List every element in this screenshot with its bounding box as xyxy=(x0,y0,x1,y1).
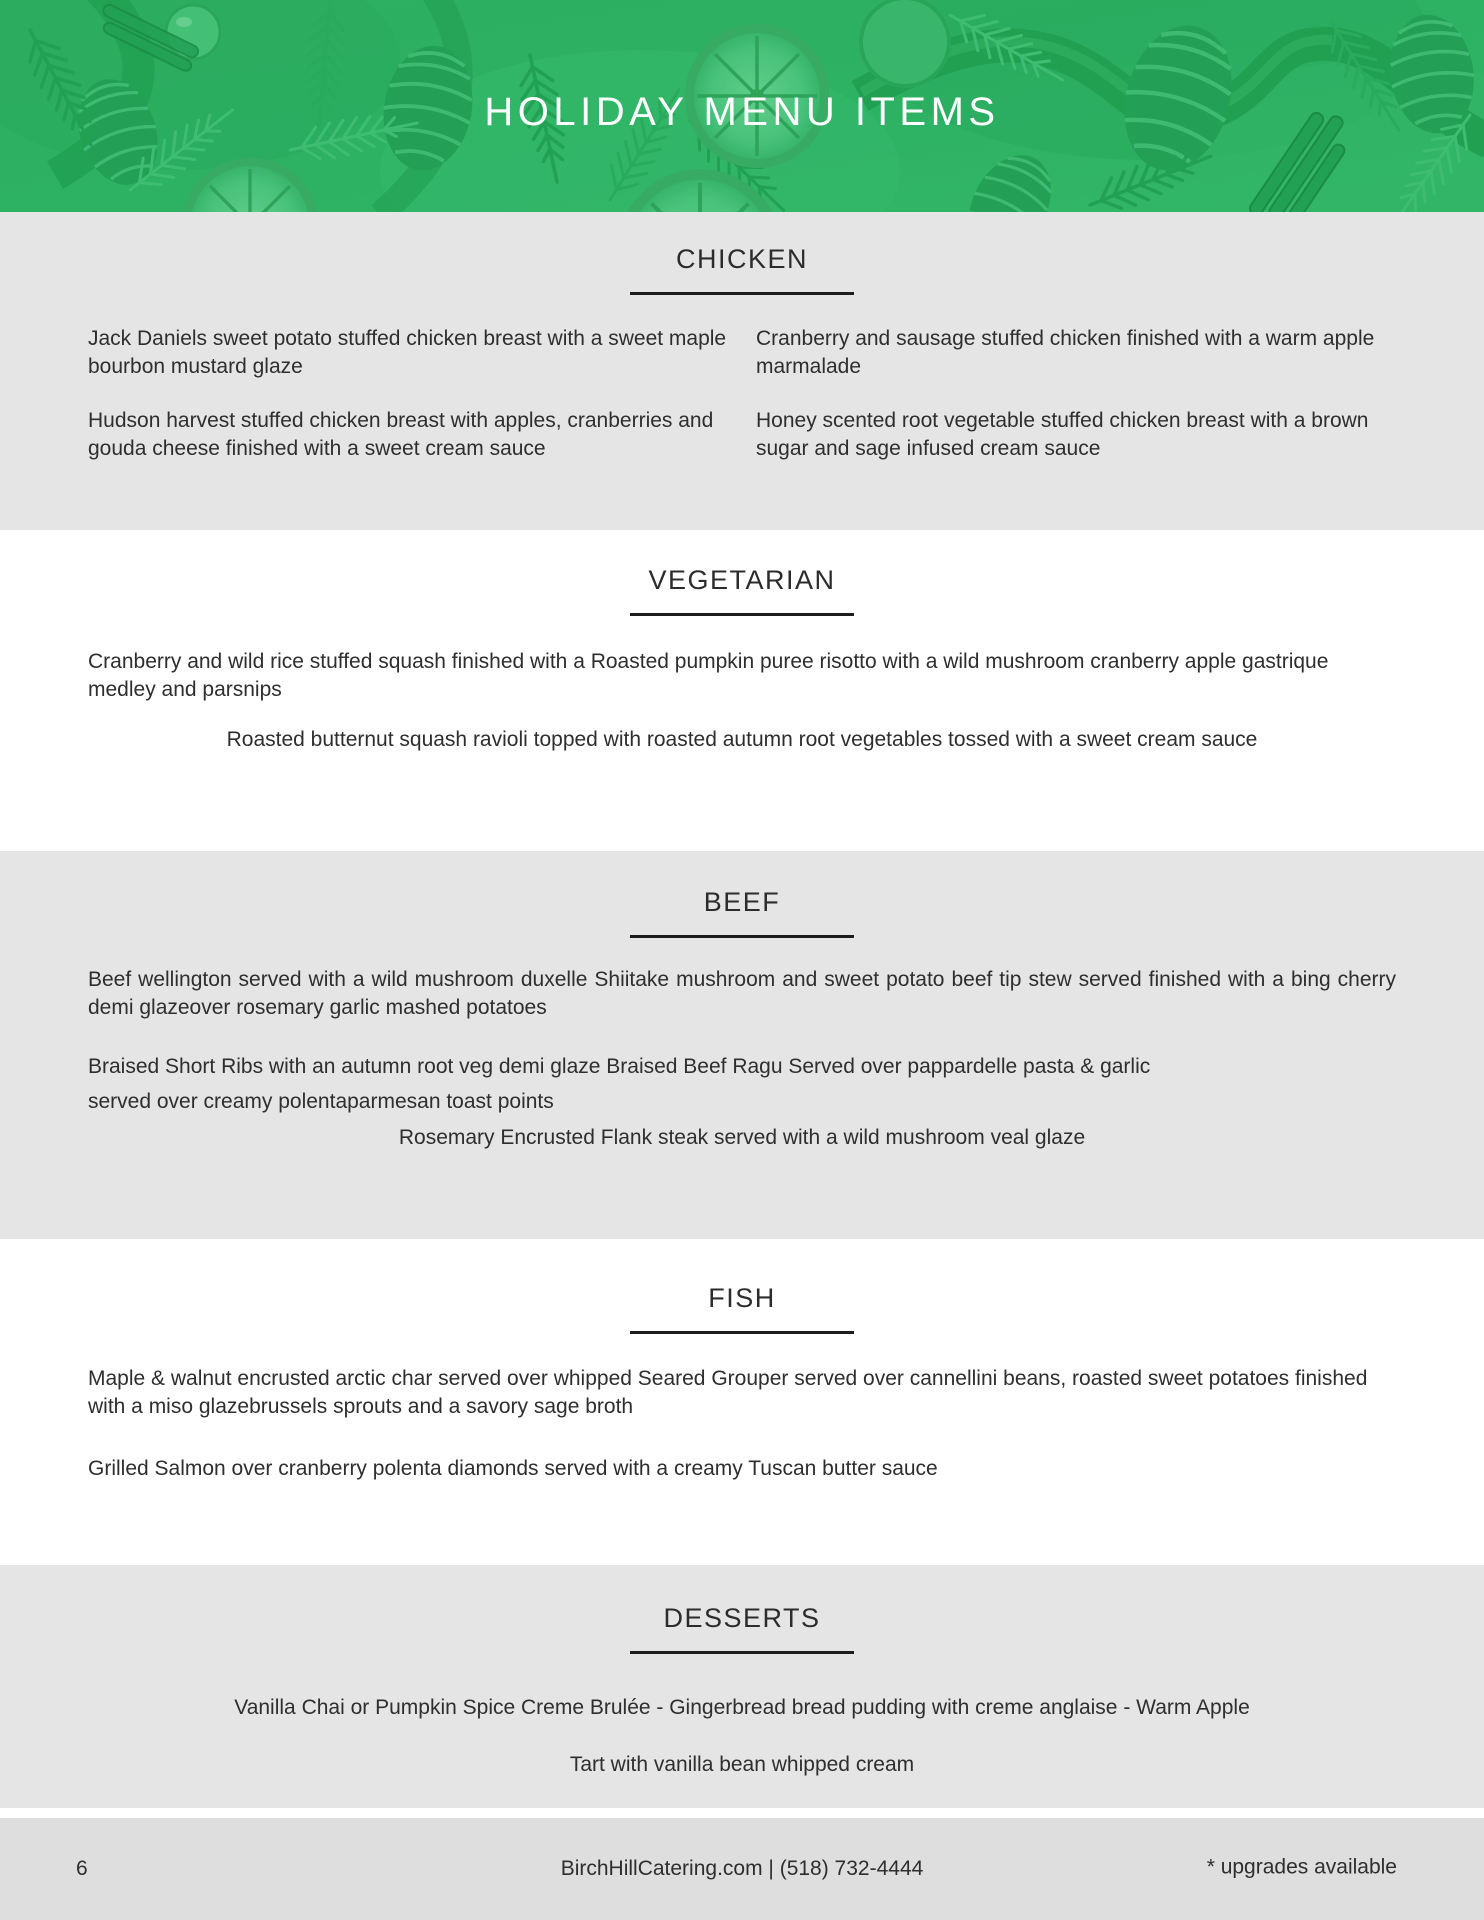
menu-item: Grilled Salmon over cranberry polenta diamonds served with a creamy Tuscan butter sauce xyxy=(88,1457,938,1480)
menu-item: Cranberry and sausage stuffed chicken finished with a warm apple marmalade xyxy=(756,327,1375,378)
chicken-left-column xyxy=(88,325,728,489)
vegetarian-items xyxy=(0,648,1484,754)
desserts-items xyxy=(0,1694,1484,1779)
menu-item: Rosemary Encrusted Flank steak served with a wild mushroom veal glaze xyxy=(398,1126,1086,1149)
menu-item: Beef wellington served with a wild mushroom duxelle Shiitake mushroom and sweet potato beef tip stew served finished with a bing cherry demi glazeover rosemary garlic mashed potatoes xyxy=(88,968,1396,1019)
page-footer xyxy=(0,1818,1484,1920)
fish-items xyxy=(0,1365,1484,1483)
page-title: HOLIDAY MENU ITEMS xyxy=(484,89,1000,134)
menu-item: Braised Short Ribs with an autumn root veg demi glaze Braised Beef Ragu Served over pappardelle pasta & garlic xyxy=(88,1055,1151,1078)
footer-upgrades-note: * upgrades available xyxy=(1206,1855,1397,1879)
section-underline xyxy=(630,292,854,295)
section-underline xyxy=(630,1331,854,1334)
section-desserts xyxy=(0,1565,1484,1808)
footer-divider-gap xyxy=(0,1808,1484,1818)
footer-contact-text: BirchHillCatering.com | (518) 732-4444 xyxy=(560,1857,924,1880)
beef-items xyxy=(0,966,1484,1152)
menu-item: Jack Daniels sweet potato stuffed chicken breast with a sweet maple bourbon mustard glaze xyxy=(88,327,727,378)
section-vegetarian xyxy=(0,530,1484,851)
menu-item: served over creamy polentaparmesan toast points xyxy=(88,1090,554,1113)
section-heading-vegetarian: VEGETARIAN xyxy=(648,565,836,595)
chicken-right-column xyxy=(756,325,1396,489)
section-heading-fish: FISH xyxy=(708,1283,776,1313)
menu-item: Cranberry and wild rice stuffed squash finished with a Roasted pumpkin puree risotto with a wild mushroom cranberry apple gastrique medley and parsnips xyxy=(88,650,1329,701)
menu-item: Maple & walnut encrusted arctic char served over whipped Seared Grouper served over cannellini beans, roasted sweet potatoes finished with a miso glazebrussels sprouts and a savory sage broth xyxy=(88,1367,1368,1418)
section-chicken xyxy=(0,212,1484,530)
page-number: 6 xyxy=(76,1857,88,1880)
menu-item: Vanilla Chai or Pumpkin Spice Creme Brulée - Gingerbread bread pudding with creme anglaise - Warm Apple xyxy=(234,1696,1250,1719)
menu-item: Tart with vanilla bean whipped cream xyxy=(569,1753,915,1776)
menu-item: Honey scented root vegetable stuffed chicken breast with a brown sugar and sage infused cream sauce xyxy=(756,409,1369,460)
section-underline xyxy=(630,1651,854,1654)
section-beef xyxy=(0,851,1484,1239)
section-heading-beef: BEEF xyxy=(703,887,781,917)
menu-item: Hudson harvest stuffed chicken breast with apples, cranberries and gouda cheese finished with a sweet cream sauce xyxy=(88,409,714,460)
menu-item: Roasted butternut squash ravioli topped with roasted autumn root vegetables tossed with a sweet cream sauce xyxy=(226,728,1258,751)
section-underline xyxy=(630,613,854,616)
section-heading-chicken: CHICKEN xyxy=(675,244,808,274)
section-underline xyxy=(630,935,854,938)
section-fish xyxy=(0,1239,1484,1565)
section-heading-desserts: DESSERTS xyxy=(663,1603,821,1633)
page-header xyxy=(0,0,1484,212)
chicken-items xyxy=(0,325,1484,489)
